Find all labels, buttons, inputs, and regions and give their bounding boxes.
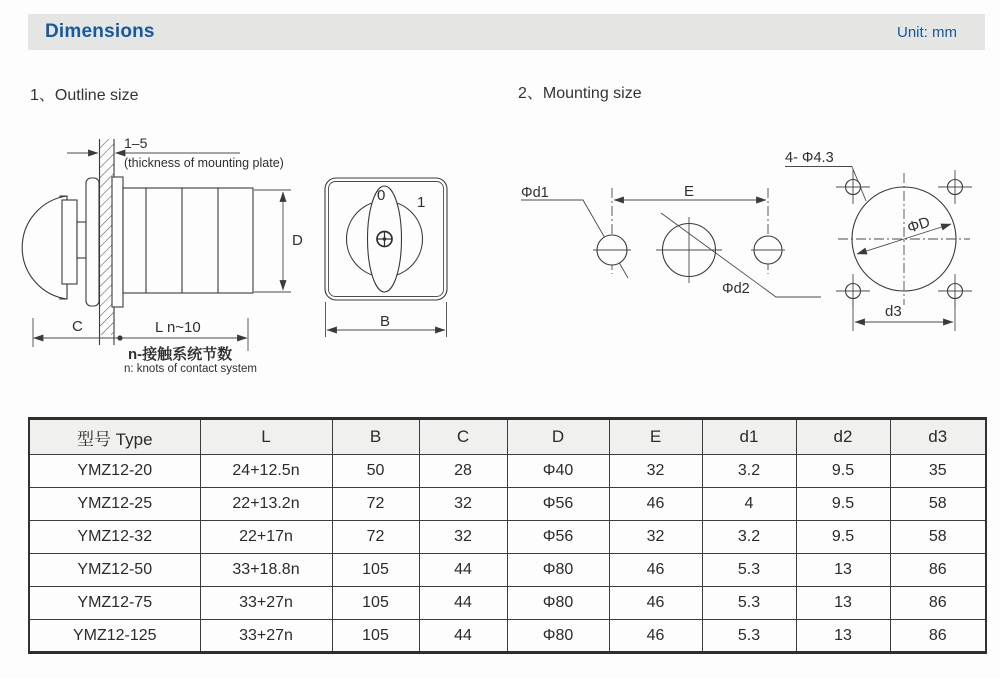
cell-L: 22+17n	[200, 521, 332, 554]
mounting-plate-face-drawing	[785, 150, 972, 331]
header-band	[28, 14, 985, 50]
thickness-dim-label: 1–5	[124, 135, 148, 151]
dim-c-label: C	[72, 318, 83, 335]
outline-size-title: 1、Outline size	[30, 87, 139, 104]
outline-side-view-drawing	[22, 135, 303, 375]
col-header-L: L	[200, 419, 332, 455]
label-dim-e: E	[684, 183, 695, 200]
cell-d3: 35	[890, 455, 986, 488]
cell-C: 44	[419, 554, 507, 587]
label-4-holes: 4- Φ4.3	[785, 150, 834, 166]
cell-d1: 3.2	[702, 455, 796, 488]
cell-d3: 86	[890, 587, 986, 620]
dim-l-label: L n~10	[155, 319, 201, 336]
table-row	[29, 488, 986, 521]
table-row	[29, 587, 986, 620]
dim-d-label: D	[292, 232, 303, 249]
cell-L: 22+13.2n	[200, 488, 332, 521]
col-header-B: B	[332, 419, 419, 455]
cell-L: 33+18.8n	[200, 554, 332, 587]
cell-d1: 4	[702, 488, 796, 521]
dim-b-label: B	[380, 313, 391, 330]
label-phi-d2: Φd2	[722, 281, 750, 297]
position-0-label: 0	[377, 187, 386, 204]
cell-B: 72	[332, 488, 419, 521]
label-dim-d3: d3	[885, 303, 902, 320]
cell-d1: 5.3	[702, 587, 796, 620]
shaft-notch	[77, 222, 86, 258]
table-header-row	[29, 419, 986, 455]
cell-d2: 9.5	[796, 488, 890, 521]
cell-E: 32	[609, 521, 702, 554]
cell-B: 105	[332, 620, 419, 653]
contact-note-cn: n-接触系统节数	[128, 346, 233, 363]
cell-E: 46	[609, 620, 702, 653]
cell-D: Φ56	[507, 521, 609, 554]
mounting-holes-drawing	[521, 183, 821, 297]
cell-d2: 9.5	[796, 521, 890, 554]
table-row	[29, 554, 986, 587]
cell-C: 32	[419, 521, 507, 554]
cell-d3: 58	[890, 521, 986, 554]
cell-B: 105	[332, 587, 419, 620]
cell-type: YMZ12-20	[29, 455, 200, 488]
col-header-E: E	[609, 419, 702, 455]
col-header-d2: d2	[796, 419, 890, 455]
thickness-note-label: (thickness of mounting plate)	[124, 156, 284, 170]
unit-label: Unit: mm	[897, 23, 957, 41]
cell-d2: 9.5	[796, 455, 890, 488]
cell-E: 32	[609, 455, 702, 488]
cell-D: Φ56	[507, 488, 609, 521]
cell-d1: 5.3	[702, 554, 796, 587]
switch-body	[123, 188, 253, 293]
position-1-label: 1	[417, 194, 426, 211]
cell-d3: 86	[890, 620, 986, 653]
table-row	[29, 620, 986, 653]
label-phi-D: ΦD	[905, 213, 933, 237]
cell-type: YMZ12-32	[29, 521, 200, 554]
cell-L: 33+27n	[200, 587, 332, 620]
cell-E: 46	[609, 587, 702, 620]
table-row	[29, 455, 986, 488]
cell-d1: 3.2	[702, 521, 796, 554]
col-header-d3: d3	[890, 419, 986, 455]
cell-D: Φ40	[507, 455, 609, 488]
col-header-d1: d1	[702, 419, 796, 455]
page-title: Dimensions	[45, 21, 155, 42]
cell-d2: 13	[796, 620, 890, 653]
dimension-drawings	[0, 120, 1000, 410]
cell-L: 33+27n	[200, 620, 332, 653]
cell-D: Φ80	[507, 587, 609, 620]
cell-d3: 58	[890, 488, 986, 521]
cell-C: 44	[419, 620, 507, 653]
table-row	[29, 521, 986, 554]
cell-E: 46	[609, 488, 702, 521]
cell-B: 105	[332, 554, 419, 587]
contact-note-en: n: knots of contact system	[124, 363, 257, 375]
col-header-D: D	[507, 419, 609, 455]
cell-type: YMZ12-25	[29, 488, 200, 521]
cell-type: YMZ12-50	[29, 554, 200, 587]
cell-B: 50	[332, 455, 419, 488]
cell-C: 44	[419, 587, 507, 620]
cell-type: YMZ12-125	[29, 620, 200, 653]
cell-d2: 13	[796, 554, 890, 587]
body-slab	[112, 177, 123, 307]
cell-L: 24+12.5n	[200, 455, 332, 488]
mounting-size-title: 2、Mounting size	[518, 85, 642, 102]
cell-D: Φ80	[507, 620, 609, 653]
cell-C: 28	[419, 455, 507, 488]
col-header-type: 型号 Type	[29, 419, 200, 455]
dimension-spec-table	[28, 417, 987, 654]
cell-d3: 86	[890, 554, 986, 587]
col-header-C: C	[419, 419, 507, 455]
cell-type: YMZ12-75	[29, 587, 200, 620]
corner-hole	[938, 170, 972, 204]
cell-d2: 13	[796, 587, 890, 620]
front-bezel	[86, 178, 99, 306]
knob-lever	[62, 200, 77, 284]
cell-C: 32	[419, 488, 507, 521]
cell-B: 72	[332, 521, 419, 554]
cell-E: 46	[609, 554, 702, 587]
label-phi-d1: Φd1	[521, 185, 549, 201]
cell-D: Φ80	[507, 554, 609, 587]
cell-d1: 5.3	[702, 620, 796, 653]
front-view-drawing	[325, 178, 447, 337]
